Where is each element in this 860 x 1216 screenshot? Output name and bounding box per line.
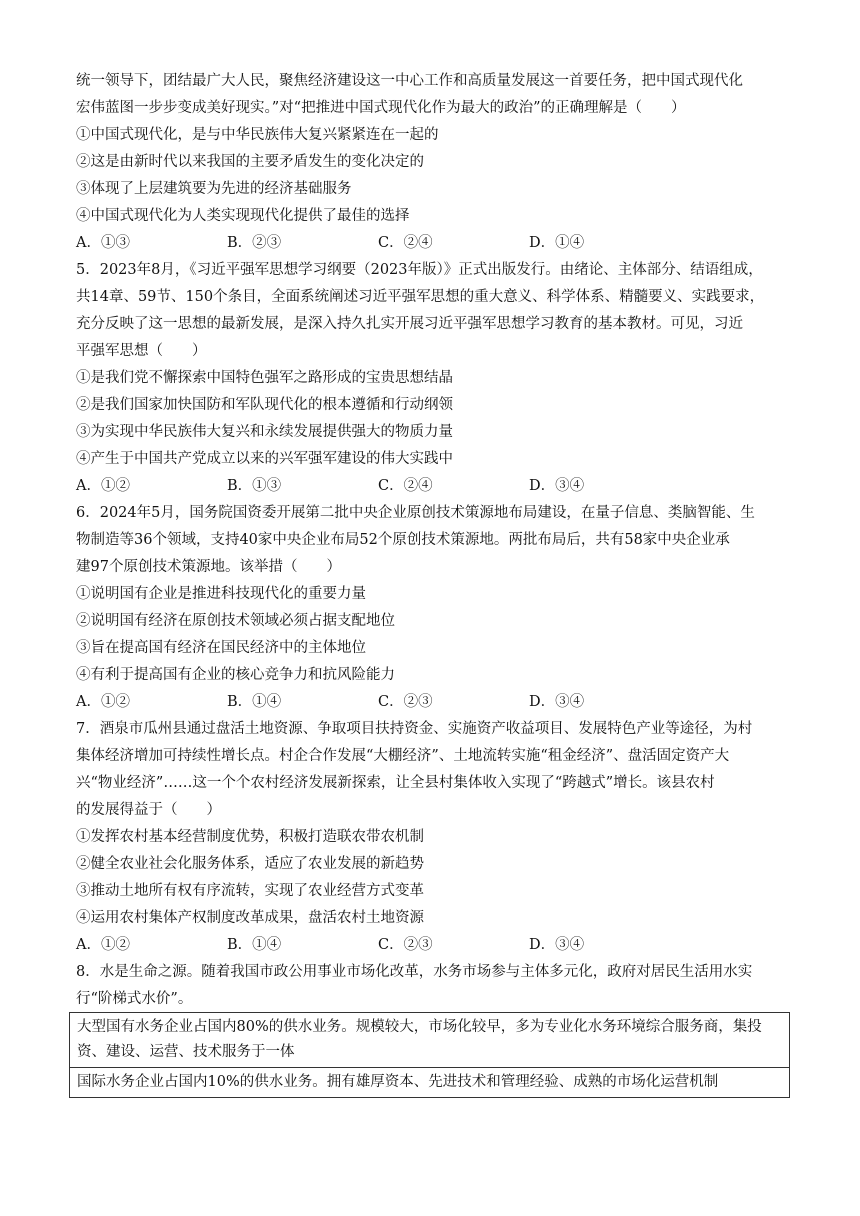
option-d[interactable]: D．①④ [529,235,585,251]
table-cell: 国际水务企业占国内10%的供水业务。拥有雄厚资本、先进技术和管理经验、成熟的市场化运营机制 [70,1068,790,1098]
water-enterprise-table [69,1012,790,1098]
option-d[interactable]: D．③④ [529,937,585,953]
question-text: 集体经济增加可持续性增长点。村企合作发展“大棚经济”、土地流转实施“租金经济”、盘活固定资产大 [76,748,730,764]
statement-1: ①中国式现代化，是与中华民族伟大复兴紧紧连在一起的 [76,127,439,143]
question-6 [76,500,792,716]
option-a[interactable]: A．①② [76,694,130,710]
statement-2: ②健全农业社会化服务体系，适应了农业发展的新趋势 [76,856,424,872]
table-cell: 大型国有水务企业占国内80%的供水业务。规模较大，市场化较早，多为专业化水务环境综合服务商，集投资、建设、运营、技术服务于一体 [70,1013,790,1068]
statement-4: ④中国式现代化为人类实现现代化提供了最佳的选择 [76,208,410,224]
answer-options [76,230,792,257]
statement-3: ③推动土地所有权有序流转，实现了农业经营方式变革 [76,883,424,899]
statement-3: ③为实现中华民族伟大复兴和永续发展提供强大的物质力量 [76,424,453,440]
option-c[interactable]: C．②④ [378,235,433,251]
option-b[interactable]: B．①④ [227,694,282,710]
question-text: 充分反映了这一思想的最新发展，是深入持久扎实开展习近平强军思想学习教育的基本教材。可见，习近 [76,316,743,332]
question-text: 6．2024年5月，国务院国资委开展第二批中央企业原创技术策源地布局建设，在量子信息、类脑智能、生 [76,505,755,521]
question-text: 共14章、59节、150个条目，全面系统阐述习近平强军思想的重大意义、科学体系、精髓要义、实践要求， [76,289,765,305]
question-text: 的发展得益于（ ） [76,802,221,818]
statement-4: ④有利于提高国有企业的核心竞争力和抗风险能力 [76,667,395,683]
question-text: 兴“物业经济”……这一个个农村经济发展新探索，让全县村集体收入实现了“跨越式”增长。该县农村 [76,775,715,791]
statement-2: ②说明国有经济在原创技术领域必须占据支配地位 [76,613,395,629]
statement-1: ①发挥农村基本经营制度优势，积极打造联农带农机制 [76,829,424,845]
statement-3: ③旨在提高国有经济在国民经济中的主体地位 [76,640,366,656]
option-b[interactable]: B．①④ [227,937,282,953]
statement-2: ②是我们国家加快国防和军队现代化的根本遵循和行动纲领 [76,397,453,413]
answer-options [76,689,792,716]
question-text: 7．酒泉市瓜州县通过盘活土地资源、争取项目扶持资金、实施资产收益项目、发展特色产业等途径，为村 [76,721,753,737]
question-text: 行“阶梯式水价”。 [76,991,193,1007]
statement-4: ④产生于中国共产党成立以来的兴军强军建设的伟大实践中 [76,451,453,467]
option-c[interactable]: C．②③ [378,694,433,710]
answer-options [76,473,792,500]
question-text: 建97个原创技术策源地。该举措（ ） [76,559,341,575]
question-text: 统一领导下，团结最广大人民，聚焦经济建设这一中心工作和高质量发展这一首要任务，把中国式现代化 [76,73,743,89]
question-text: 平强军思想（ ） [76,343,207,359]
question-text: 宏伟蓝图一步步变成美好现实。”对“把推进中国式现代化作为最大的政治”的正确理解是（ ） [76,100,686,116]
question-5 [76,257,792,500]
statement-1: ①说明国有企业是推进科技现代化的重要力量 [76,586,366,602]
statement-2: ②这是由新时代以来我国的主要矛盾发生的变化决定的 [76,154,424,170]
table-row [70,1068,790,1098]
option-c[interactable]: C．②③ [378,937,433,953]
answer-options [76,932,792,959]
question-text: 物制造等36个领域，支持40家中央企业布局52个原创技术策源地。两批布局后，共有58家中央企业承 [76,532,730,548]
question-4 [76,68,792,257]
question-text: 8．水是生命之源。随着我国市政公用事业市场化改革，水务市场参与主体多元化，政府对居民生活用水实 [76,964,753,980]
option-b[interactable]: B．①③ [227,478,282,494]
option-d[interactable]: D．③④ [529,478,585,494]
option-a[interactable]: A．①② [76,937,130,953]
option-b[interactable]: B．②③ [227,235,282,251]
option-a[interactable]: A．①② [76,478,130,494]
option-d[interactable]: D．③④ [529,694,585,710]
question-8 [76,959,792,1013]
option-c[interactable]: C．②④ [378,478,433,494]
statement-3: ③体现了上层建筑要为先进的经济基础服务 [76,181,352,197]
table-row [70,1013,790,1068]
question-text: 5．2023年8月，《习近平强军思想学习纲要（2023年版）》正式出版发行。由绪论、主体部分、结语组成， [76,262,763,278]
statement-4: ④运用农村集体产权制度改革成果，盘活农村土地资源 [76,910,424,926]
question-7 [76,716,792,959]
option-a[interactable]: A．①③ [76,235,130,251]
statement-1: ①是我们党不懈探索中国特色强军之路形成的宝贵思想结晶 [76,370,453,386]
question-page [76,68,792,1013]
